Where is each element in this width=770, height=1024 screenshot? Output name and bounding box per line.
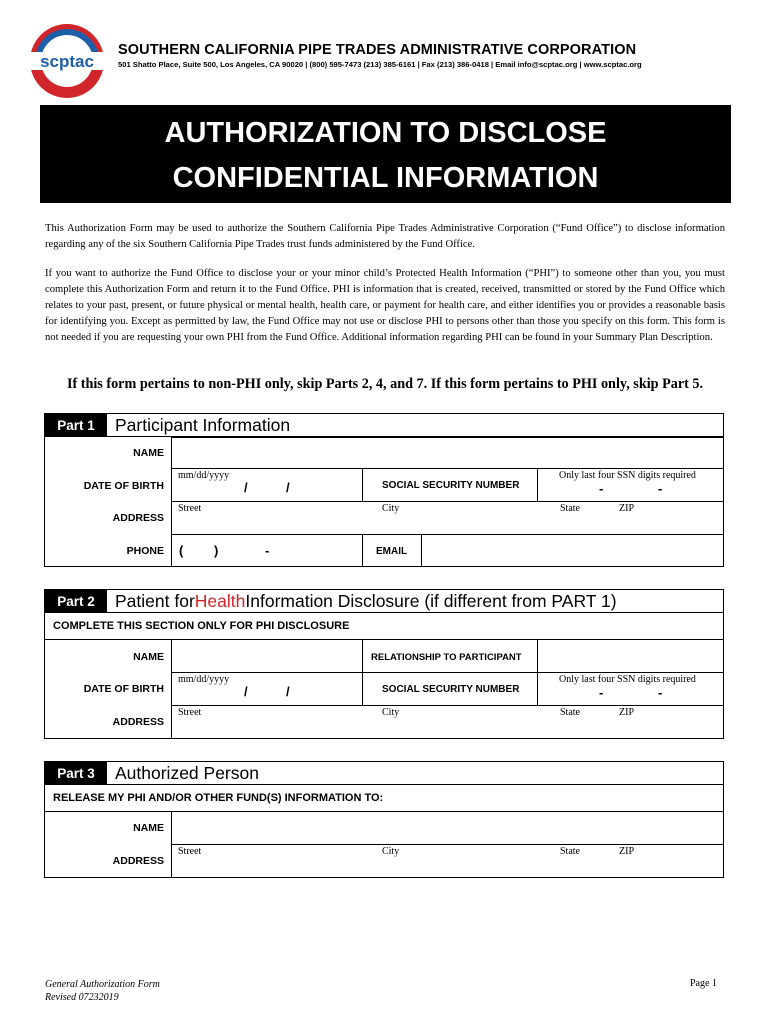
part1-name-label: NAME	[133, 447, 164, 459]
state-hint: State	[560, 707, 580, 718]
part3-bottom-border	[44, 877, 172, 878]
phone-dash: -	[265, 543, 270, 558]
intro-paragraph-1: This Authorization Form may be used to authorize the Southern California Pipe Trades Administrative Corporation (“Fund Office”) to disclose information regarding any of the six Southern California Pipe Trades trust funds administered by the Fund Office.	[45, 223, 725, 250]
footer-revised: Revised 07232019	[45, 992, 119, 1003]
part1-header	[44, 413, 724, 437]
organization-address: 501 Shatto Place, Suite 500, Los Angeles, CA 90020 | (800) 595-7473 (213) 385-6161 | Fax (213) 386-0418 | Email info@scptac.org | www.scptac.org	[118, 60, 642, 69]
logo-wordmark: scptac	[40, 52, 94, 71]
part2-ssn-label-cell	[362, 672, 538, 706]
part2-title-red: Health	[194, 590, 246, 611]
title-line-1: AUTHORIZATION TO DISCLOSE	[164, 117, 607, 149]
part1-tag: Part 1	[45, 414, 107, 436]
footer-form-info	[45, 978, 160, 1004]
city-hint: City	[382, 503, 400, 514]
title-line-2: CONFIDENTIAL INFORMATION	[172, 162, 599, 194]
part3-title: Authorized Person	[115, 762, 259, 783]
part1-address-label: ADDRESS	[112, 512, 164, 524]
part2-tag: Part 2	[45, 590, 107, 612]
intro-paragraph-2: If you want to authorize the Fund Office to disclose your or your minor child’s Protected Health Information (“PHI”) to someone other than you, you must complete this Authorization Form and return it to the Fund Office. PHI is information that is created, received, transmitted or stored by the Fund Office which relates to your past, present, or future physical or mental health, health care, or payment for health care, and either identifies you or provides a reasonable basis for identifying you. Except as permitted by law, the Fund Office may not use or disclose PHI to persons other than those you specify on this form. This form is not needed if you are requesting your own PHI from the Fund Office. Additional information regarding PHI can be found in your Summary Plan Description.	[45, 268, 725, 343]
state-hint: State	[560, 846, 580, 857]
part1-email-label-cell	[362, 534, 422, 567]
part2-ssn-field[interactable]	[537, 672, 724, 706]
part1-ssn-label-cell	[362, 468, 538, 502]
ssn-dash: -	[658, 481, 663, 496]
skip-instruction: If this form pertains to non-PHI only, skip Parts 2, 4, and 7. If this form pertains to PHI only, skip Part 5.	[66, 376, 704, 392]
part1-title: Participant Information	[115, 414, 291, 435]
street-hint: Street	[178, 503, 202, 514]
part2-address-field[interactable]	[171, 705, 724, 739]
ssn-dash: -	[599, 481, 604, 496]
part3-header	[44, 761, 724, 785]
zip-hint: ZIP	[619, 846, 634, 857]
part1-ssn-hint: Only last four SSN digits required	[559, 470, 696, 481]
street-hint: Street	[178, 846, 202, 857]
part2-dob-field[interactable]	[171, 672, 363, 706]
zip-hint: ZIP	[619, 707, 634, 718]
part3-name-label: NAME	[133, 822, 164, 834]
part2-subheading: COMPLETE THIS SECTION ONLY FOR PHI DISCLOSURE	[53, 620, 350, 632]
part1-bottom-border	[44, 566, 172, 567]
part1-phone-label: PHONE	[126, 545, 164, 557]
title-banner	[40, 105, 731, 203]
part1-email-label: EMAIL	[376, 546, 408, 557]
part1-phone-field[interactable]	[171, 534, 363, 567]
phone-close-paren: )	[214, 543, 219, 558]
organization-name: SOUTHERN CALIFORNIA PIPE TRADES ADMINISTRATIVE CORPORATION	[118, 42, 637, 58]
city-hint: City	[382, 846, 400, 857]
part3-subheading: RELEASE MY PHI AND/OR OTHER FUND(S) INFORMATION TO:	[53, 792, 384, 804]
zip-hint: ZIP	[619, 503, 634, 514]
part2-title-pre: Patient for	[115, 590, 195, 611]
part3-name-field[interactable]	[171, 811, 724, 845]
part2-address-label: ADDRESS	[112, 716, 164, 728]
part3-tag: Part 3	[45, 762, 107, 784]
part2-dob-hint: mm/dd/yyyy	[178, 674, 230, 685]
part2-ssn-label: SOCIAL SECURITY NUMBER	[382, 684, 520, 695]
part2-subheading-row	[44, 612, 724, 640]
part2-relationship-label: RELATIONSHIP TO PARTICIPANT	[371, 652, 522, 663]
part2-name-label: NAME	[133, 651, 164, 663]
part2-ssn-hint: Only last four SSN digits required	[559, 674, 696, 685]
city-hint: City	[382, 707, 400, 718]
part2-relationship-field[interactable]	[537, 639, 724, 673]
part2-dob-label: DATE OF BIRTH	[83, 683, 164, 695]
phone-open-paren: (	[179, 543, 184, 558]
part1-name-field[interactable]	[171, 437, 724, 469]
part2-relationship-label-cell	[362, 639, 538, 673]
part2-title	[115, 590, 617, 612]
part1-dob-field[interactable]	[171, 468, 363, 502]
part2-bottom-border	[44, 738, 172, 739]
state-hint: State	[560, 503, 580, 514]
dob-separator: /	[244, 480, 248, 495]
dob-separator: /	[286, 684, 290, 699]
ssn-dash: -	[599, 685, 604, 700]
part1-email-field[interactable]	[421, 534, 724, 567]
scptac-logo	[28, 22, 106, 100]
part2-header	[44, 589, 724, 613]
part2-name-field[interactable]	[171, 639, 363, 673]
part1-ssn-field[interactable]	[537, 468, 724, 502]
page-number: Page 1	[690, 978, 717, 989]
part1-ssn-label: SOCIAL SECURITY NUMBER	[382, 480, 520, 491]
part3-address-label: ADDRESS	[112, 855, 164, 867]
part3-subheading-row	[44, 784, 724, 812]
part3-address-field[interactable]	[171, 844, 724, 878]
part2-left-border	[44, 639, 45, 739]
part1-dob-label: DATE OF BIRTH	[83, 480, 164, 492]
part3-left-border	[44, 811, 45, 878]
dob-separator: /	[286, 480, 290, 495]
footer-form-name: General Authorization Form	[45, 979, 160, 990]
part1-left-border	[44, 437, 45, 567]
part1-address-field[interactable]	[171, 501, 724, 535]
ssn-dash: -	[658, 685, 663, 700]
street-hint: Street	[178, 707, 202, 718]
part2-title-post: Information Disclosure (if different from PART 1)	[245, 590, 617, 611]
dob-separator: /	[244, 684, 248, 699]
part1-dob-hint: mm/dd/yyyy	[178, 470, 230, 481]
